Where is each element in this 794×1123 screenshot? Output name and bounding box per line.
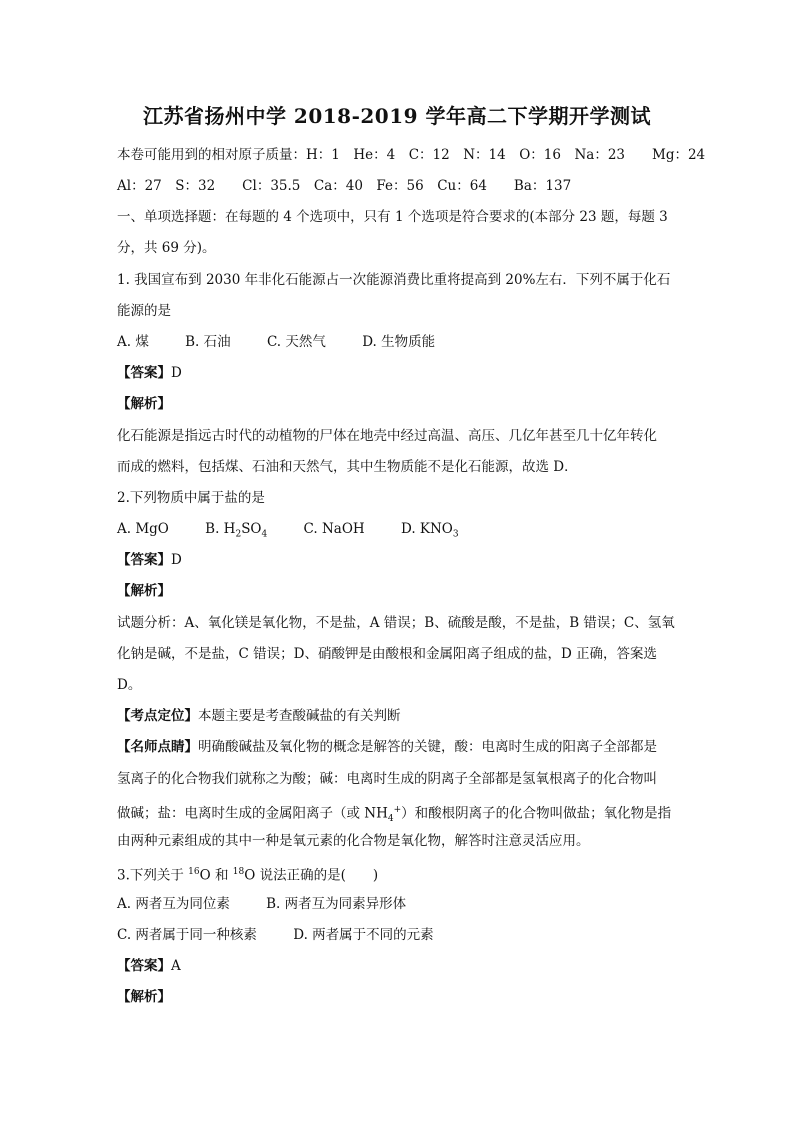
answer-tag: 【答案】: [117, 552, 171, 568]
q3-analysis-tag: 【解析】: [117, 989, 171, 1005]
q1-analysis-line-1: 化石能源是指远古时代的动植物的尸体在地壳中经过高温、高压、几亿年甚至几十亿年转化: [117, 428, 657, 444]
q2-mingshi-line-2: 氢离子的化合物我们就称之为酸；碱：电离时生成的阴离子全部都是氢氧根离子的化合物叫: [117, 771, 657, 787]
mingshi-tag: 【名师点睛】: [117, 739, 198, 755]
mingshi-text-1: 明确酸碱盐及氧化物的概念是解答的关键，酸：电离时生成的阳离子全部都是: [198, 739, 657, 755]
q3-option-c: C. 两者属于同一种核素: [117, 927, 257, 943]
page-title: 江苏省扬州中学 2018-2019 学年高二下学期开学测试: [142, 104, 652, 128]
q1-stem-line-2: 能源的是: [117, 303, 171, 319]
q1-analysis-tag: 【解析】: [117, 396, 171, 412]
kaodian-text: 本题主要是考查酸碱盐的有关判断: [198, 708, 401, 724]
atomic-mass-line-1: 本卷可能用到的相对原子质量：H：1 He：4 C：12 N：14 O：16 Na：23 Mg：24: [117, 147, 706, 163]
q1-option-d: D. 生物质能: [362, 334, 436, 350]
q2-analysis-line-1: 试题分析：A、氧化镁是氧化物，不是盐，A 错误；B、硫酸是酸，不是盐，B 错误；C、氢氧: [117, 615, 675, 631]
q3-option-d: D. 两者属于不同的元素: [293, 927, 434, 943]
q2-answer-value: D: [171, 552, 182, 568]
q2-answer: [117, 551, 687, 569]
q2-stem: 2.下列物质中属于盐的是: [117, 490, 265, 506]
q3-option-a: A. 两者互为同位素: [117, 896, 230, 912]
answer-tag: 【答案】: [117, 958, 171, 974]
q1-option-a: A. 煤: [117, 334, 149, 350]
q3-options-row-2: [117, 926, 687, 944]
q3-answer: [117, 957, 687, 975]
section-heading-line-2: 分，共 69 分)。: [117, 240, 216, 256]
kaodian-tag: 【考点定位】: [117, 708, 198, 724]
q2-analysis-tag: 【解析】: [117, 583, 171, 599]
q3-options-row-1: [117, 895, 687, 913]
q2-analysis-line-2: 化钠是碱，不是盐，C 错误；D、硝酸钾是由酸根和金属阳离子组成的盐，D 正确，答案选: [117, 646, 658, 662]
q3-stem: 3.下列关于 $^{16}$O 和 $^{18}$O 说法正确的是( ): [117, 867, 379, 884]
q2-option-d: D. $KNO_3$: [400, 521, 459, 540]
q1-analysis-line-2: 而成的燃料，包括煤、石油和天然气，其中生物质能不是化石能源，故选 D．: [117, 459, 578, 475]
q1-options: [117, 333, 687, 351]
q1-stem-line-1: 1. 我国宣布到 2030 年非化石能源占一次能源消费比重将提高到 20%左右．下列不属于化石: [117, 272, 671, 288]
q2-option-a: A. MgO: [117, 521, 169, 537]
q2-mingshi-line-4: 由两种元素组成的其中一种是氧元素的化合物是氧化物，解答时注意灵活应用。: [117, 833, 590, 849]
q2-mingshi-line-1: [117, 738, 687, 756]
answer-tag: 【答案】: [117, 365, 171, 381]
atomic-mass-line-2: Al：27 S：32 Cl：35.5 Ca：40 Fe：56 Cu：64 Ba：137: [117, 178, 572, 194]
q1-option-b: B. 石油: [185, 334, 231, 350]
q1-option-c: C. 天然气: [266, 334, 326, 350]
q2-option-b: B. $H_2SO_4$: [205, 521, 268, 540]
q3-option-b: B. 两者互为同素异形体: [266, 896, 407, 912]
q1-answer: [117, 364, 687, 382]
section-heading-line-1: 一、单项选择题：在每题的 4 个选项中，只有 1 个选项是符合要求的(本部分 23 题，每题 3: [117, 209, 668, 225]
q1-answer-value: D: [171, 365, 182, 381]
q2-option-c: C. NaOH: [303, 521, 365, 537]
q3-answer-value: A: [171, 958, 181, 974]
q2-mingshi-line-3: 做碱；盐：电离时生成的金属阳离子（或 $NH_4^+$）和酸根阴离子的化合物叫做盐；氧化物是指: [117, 805, 672, 825]
q2-kaodian: [117, 707, 687, 725]
q2-options: [117, 520, 687, 544]
q2-analysis-line-3: D。: [117, 677, 142, 693]
